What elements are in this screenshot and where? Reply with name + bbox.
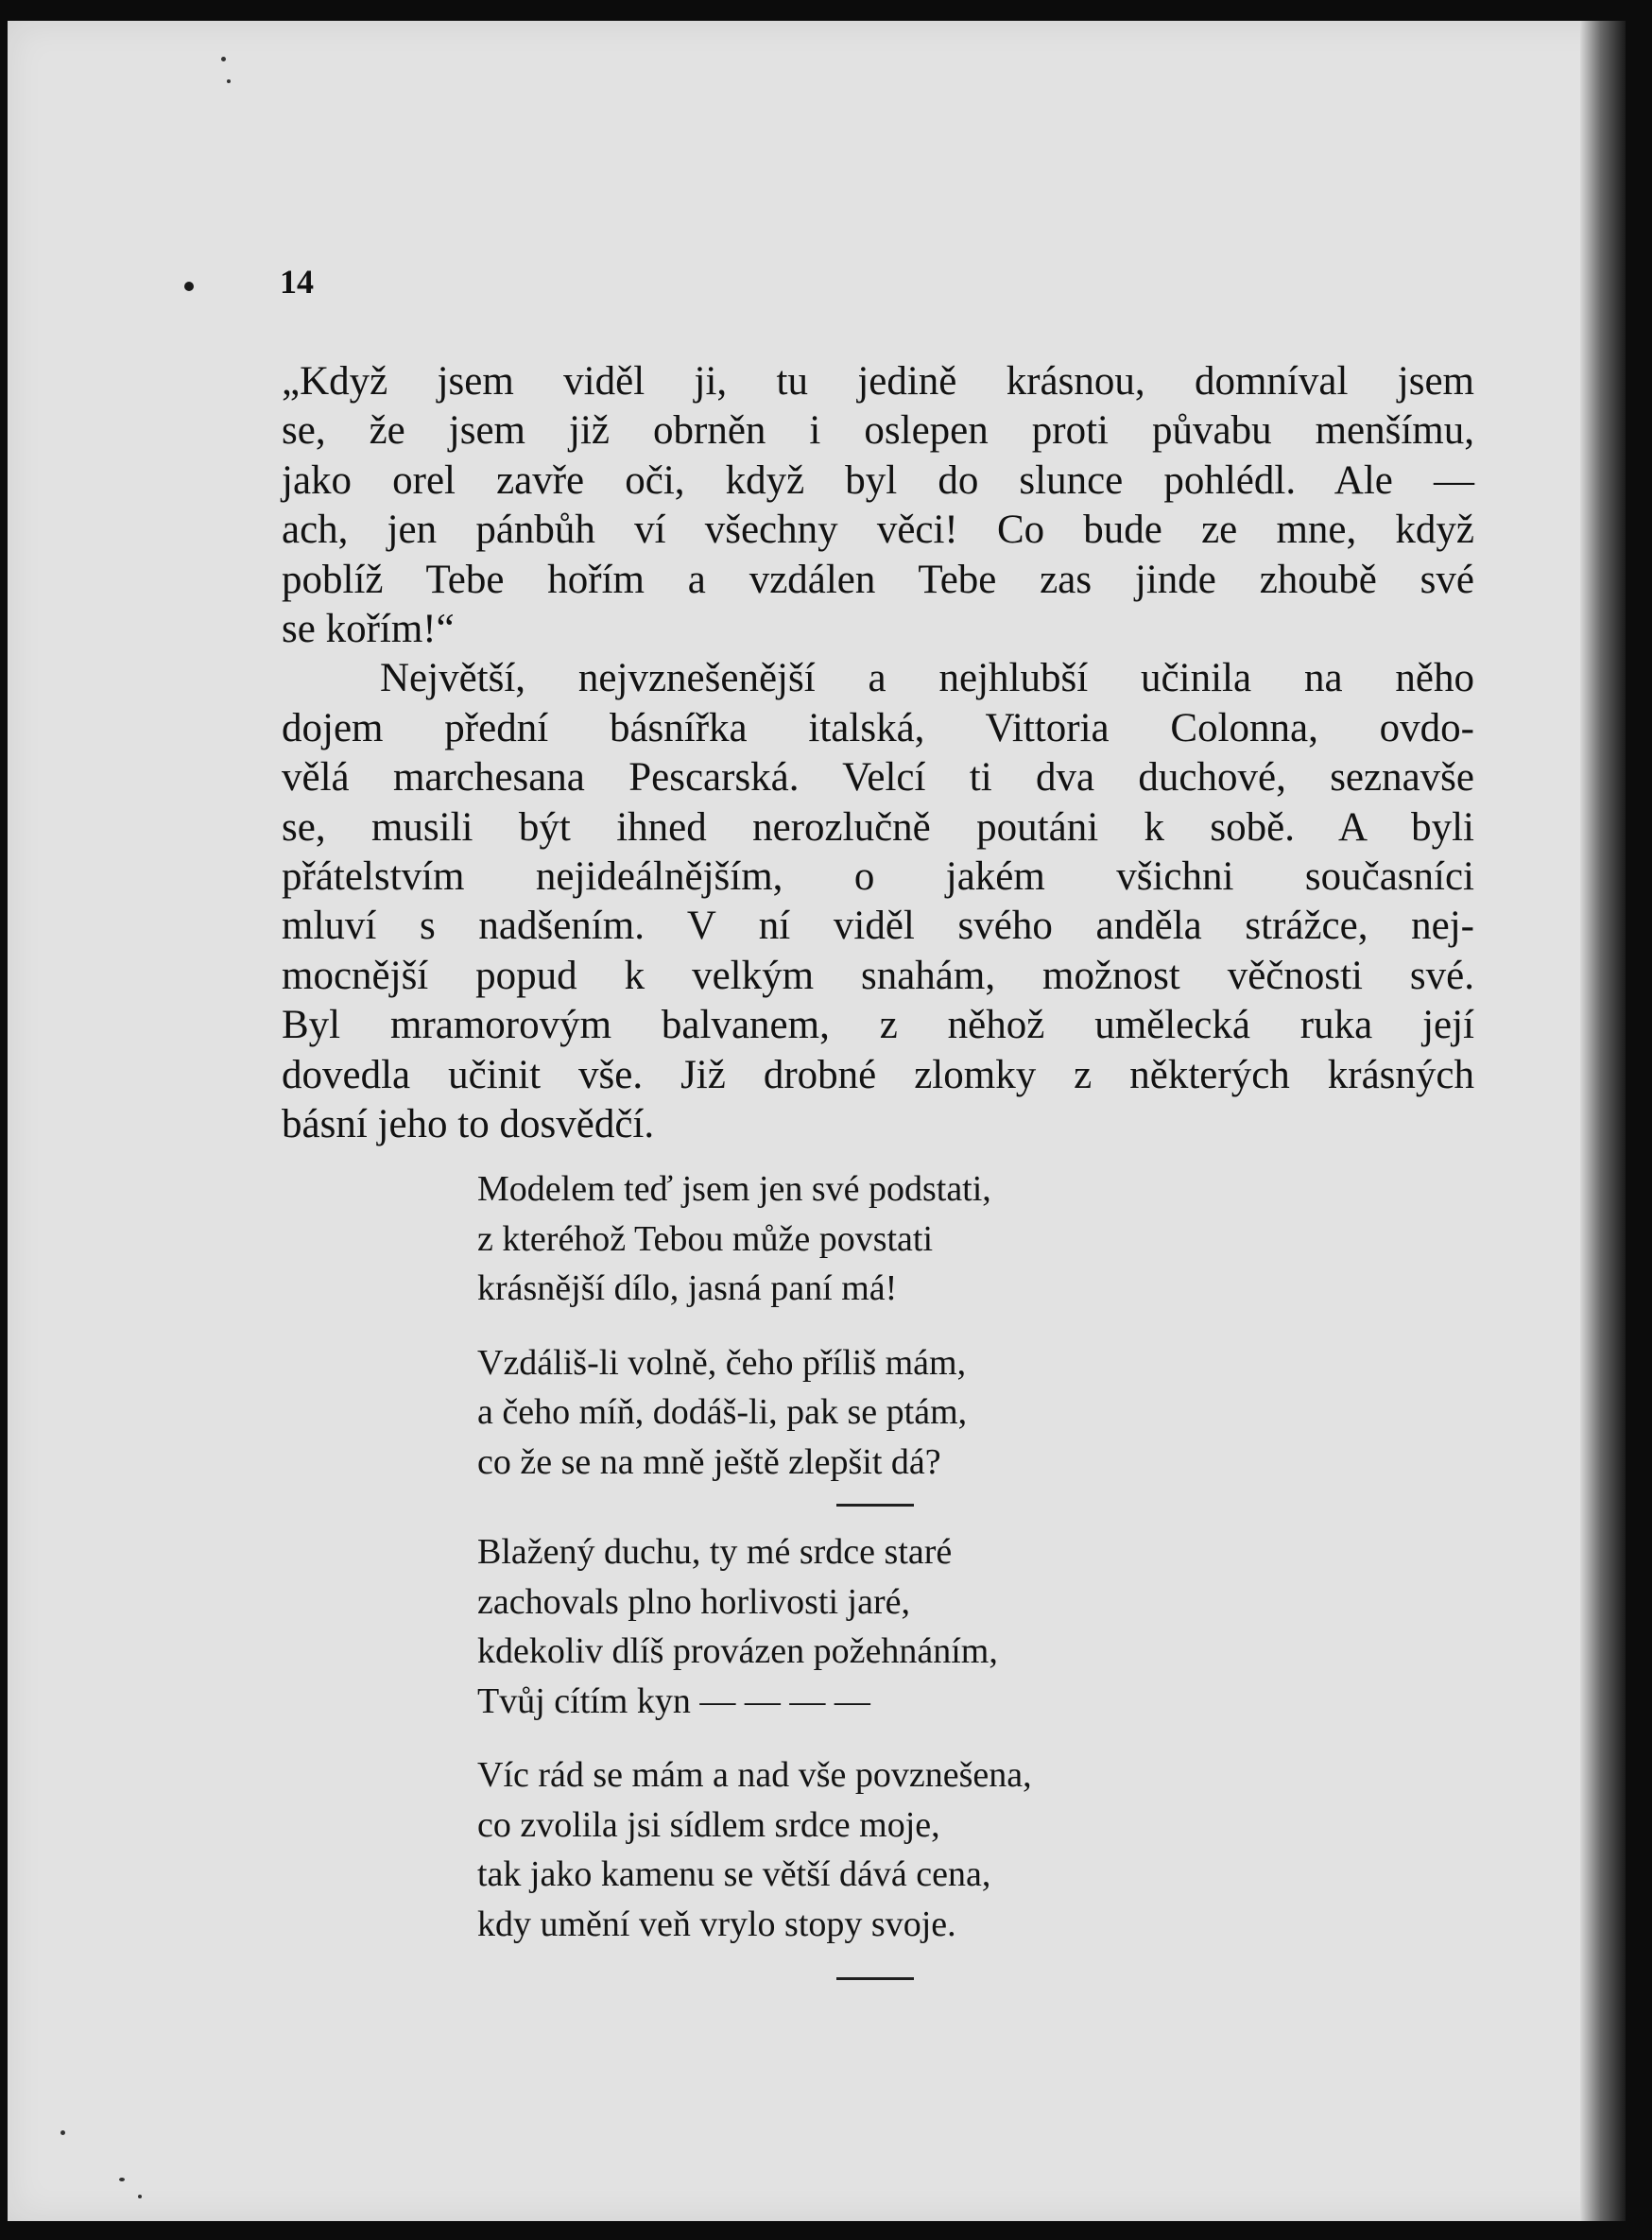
prose-line: ach, jen pánbůh ví všechny věci! Co bude ze mne, když [282, 508, 1474, 553]
section-separator [836, 1504, 914, 1507]
prose-line: Byl mramorovým balvanem, z něhož umělecká ruka její [282, 1003, 1474, 1048]
page-number: 14 [280, 263, 314, 301]
prose-paragraphs [282, 357, 1474, 1150]
scan-speck [227, 79, 231, 83]
poem-stanza [477, 1338, 1328, 1488]
prose-line: se, musili být ihned nerozlučně poutáni k sobě. A byli [282, 804, 1474, 850]
poem-line: a čeho míň, dodáš-li, pak se ptám, [477, 1392, 968, 1432]
prose-line: jako orel zavře oči, když byl do slunce pohlédl. Ale — [282, 457, 1474, 503]
book-page [8, 21, 1626, 2221]
poem-line: co že se na mně ještě zlepšit dá? [477, 1441, 941, 1482]
margin-dot [184, 282, 194, 291]
end-separator [836, 1977, 914, 1980]
poem-line: Tvůj cítím kyn — — — — [477, 1680, 870, 1721]
page-edge-shadow [1580, 21, 1626, 2221]
poem-line: co zvolila jsi sídlem srdce moje, [477, 1804, 940, 1845]
prose-line: poblíž Tebe hořím a vzdálen Tebe zas jinde zhoubě své [282, 557, 1474, 602]
prose-line: mocnější popud k velkým snahám, možnost věčnosti své. [282, 953, 1474, 998]
poem [477, 1164, 1328, 2001]
prose-line: mluví s nadšením. V ní viděl svého anděla strážce, nej- [282, 904, 1474, 949]
poem-stanza [477, 1527, 1328, 1726]
scan-speck [60, 2130, 65, 2135]
poem-stanza [477, 1750, 1328, 1949]
prose-line: básní jeho to dosvědčí. [282, 1102, 655, 1147]
scan-speck [119, 2178, 125, 2181]
prose-line: Největší, nejvznešenější a nejhlubší učinila na něho [380, 656, 1474, 701]
prose-line: dovedla učinit vše. Již drobné zlomky z některých krásných [282, 1052, 1474, 1097]
poem-line: kdy umění veň vrylo stopy svoje. [477, 1904, 956, 1944]
prose-line: dojem přední básnířka italská, Vittoria Colonna, ovdo- [282, 705, 1474, 750]
poem-line: Víc rád se mám a nad vše povznešena, [477, 1755, 1032, 1795]
prose-line: se kořím!“ [282, 607, 455, 652]
poem-line: tak jako kamenu se větší dává cena, [477, 1854, 991, 1894]
prose-line: vělá marchesana Pescarská. Velcí ti dva duchové, seznavše [282, 755, 1474, 801]
prose-line: „Když jsem viděl ji, tu jedině krásnou, domníval jsem [282, 359, 1474, 404]
prose-line: přátelstvím nejideálnějším, o jakém všichni současníci [282, 854, 1474, 900]
poem-line: Vzdáliš-li volně, čeho příliš mám, [477, 1342, 967, 1383]
poem-line: Blažený duchu, ty mé srdce staré [477, 1532, 953, 1572]
poem-line: z kteréhož Tebou může povstati [477, 1218, 934, 1259]
scan-speck [138, 2195, 142, 2198]
prose-line: se, že jsem již obrněn i oslepen proti půvabu menšímu, [282, 408, 1474, 454]
poem-line: kdekoliv dlíš provázen požehnáním, [477, 1631, 998, 1671]
scan-speck [221, 57, 226, 61]
poem-line: Modelem teď jsem jen své podstati, [477, 1169, 991, 1209]
poem-line: krásnější dílo, jasná paní má! [477, 1268, 898, 1308]
poem-line: zachovals plno horlivosti jaré, [477, 1581, 910, 1622]
poem-stanza [477, 1164, 1328, 1314]
